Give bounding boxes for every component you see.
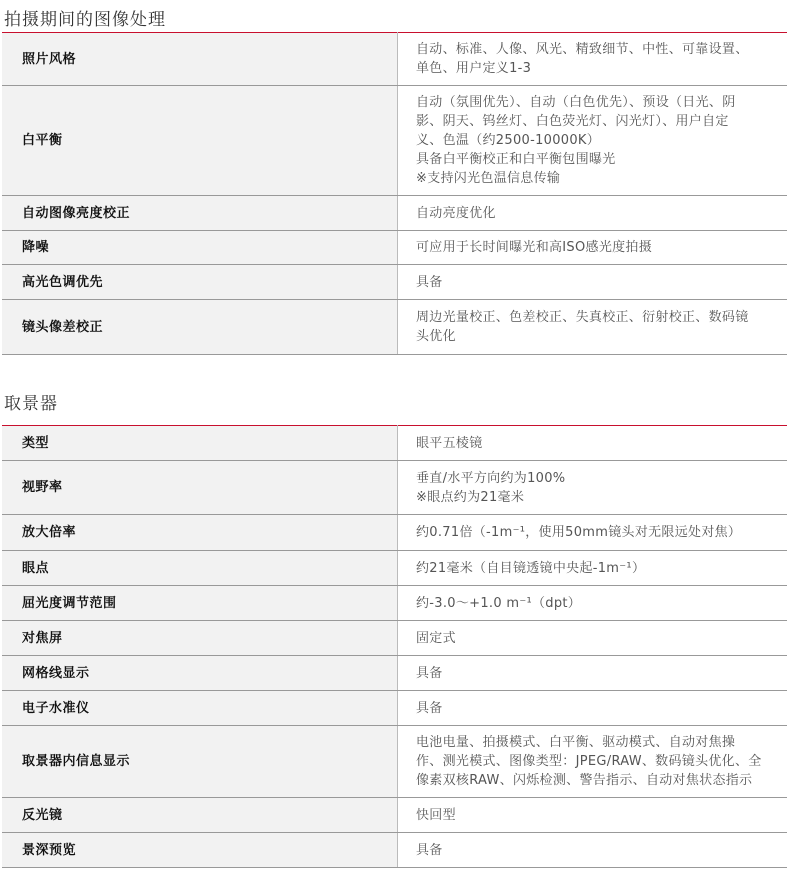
spec-label: 对焦屏	[2, 621, 398, 656]
spec-label: 照片风格	[2, 33, 398, 86]
spec-table	[2, 32, 787, 355]
spec-value	[398, 33, 788, 86]
spec-value-line: 固定式	[416, 630, 456, 646]
spec-value-line: ※支持闪光色温信息传输	[416, 171, 561, 186]
spec-value-line: 周边光量校正、色差校正、失真校正、衍射校正、数码镜	[416, 310, 749, 325]
spec-row	[2, 461, 787, 515]
spec-label: 取景器内信息显示	[2, 726, 398, 798]
spec-row	[2, 515, 787, 551]
spec-value-line: 约21毫米（自目镜透镜中央起-1m⁻¹）	[416, 560, 646, 576]
spec-value-line: 具备	[416, 274, 443, 290]
spec-value-line: 具备	[416, 842, 443, 858]
spec-row	[2, 86, 787, 196]
spec-value	[398, 231, 788, 265]
spec-value-line: 约-3.0～+1.0 m⁻¹（dpt）	[416, 595, 582, 611]
spec-row	[2, 798, 787, 833]
spec-label: 景深预览	[2, 833, 398, 868]
spec-value-line: 自动（氛围优先）、自动（白色优先）、预设（日光、阴	[416, 95, 736, 110]
spec-value-line: 具备	[416, 665, 443, 681]
spec-label: 镜头像差校正	[2, 300, 398, 355]
spec-value	[398, 798, 788, 833]
spec-value	[398, 515, 788, 551]
spec-value	[398, 426, 788, 461]
spec-row	[2, 265, 787, 300]
spec-value-line: 单色、用户定义1-3	[416, 61, 532, 76]
section-title: 拍摄期间的图像处理	[4, 10, 166, 30]
spec-value-line: 具备	[416, 700, 443, 716]
spec-value-line: 约0.71倍（-1m⁻¹，使用50mm镜头对无限远处对焦）	[416, 525, 742, 540]
spec-value-line: 义、色温（约2500-10000K）	[416, 133, 601, 148]
spec-value	[398, 726, 788, 798]
spec-table	[2, 425, 787, 868]
spec-value	[398, 265, 788, 300]
spec-label: 屈光度调节范围	[2, 586, 398, 621]
spec-row	[2, 691, 787, 726]
spec-value-line: 具备白平衡校正和白平衡包围曝光	[416, 152, 616, 167]
spec-value-line: 自动、标准、人像、风光、精致细节、中性、可靠设置、	[416, 42, 749, 57]
spec-row	[2, 586, 787, 621]
spec-value-line: 快回型	[416, 807, 456, 823]
spec-label: 白平衡	[2, 86, 398, 196]
spec-label: 网格线显示	[2, 656, 398, 691]
spec-value-line: 作、测光模式、图像类型：JPEG/RAW、数码镜头优化、全	[416, 754, 762, 769]
spec-row	[2, 426, 787, 461]
spec-value	[398, 621, 788, 656]
spec-value-line: 头优化	[416, 329, 456, 344]
spec-value-line: 眼平五棱镜	[416, 435, 483, 451]
spec-value-line: ※眼点约为21毫米	[416, 489, 525, 505]
spec-value-line: 可应用于长时间曝光和高ISO感光度拍摄	[416, 240, 653, 255]
spec-label: 眼点	[2, 551, 398, 586]
section-viewfinder	[0, 383, 789, 868]
spec-value-line: 垂直/水平方向约为100%	[416, 470, 566, 486]
spec-row	[2, 33, 787, 86]
spec-label: 放大倍率	[2, 515, 398, 551]
spec-value	[398, 833, 788, 868]
spec-row	[2, 726, 787, 798]
section-image-processing	[0, 0, 789, 355]
spec-row	[2, 621, 787, 656]
spec-label: 自动图像亮度校正	[2, 196, 398, 231]
spec-value	[398, 586, 788, 621]
spec-value	[398, 656, 788, 691]
spec-label: 反光镜	[2, 798, 398, 833]
spec-row	[2, 656, 787, 691]
spec-value-line: 像素双核RAW、闪烁检测、警告指示、自动对焦状态指示	[416, 773, 753, 788]
spec-value	[398, 196, 788, 231]
spec-label: 电子水准仪	[2, 691, 398, 726]
spec-value	[398, 691, 788, 726]
spec-value	[398, 300, 788, 355]
spec-row	[2, 300, 787, 355]
spec-value	[398, 551, 788, 586]
spec-value-line: 自动亮度优化	[416, 205, 496, 221]
spec-value-line: 影、阴天、钨丝灯、白色荧光灯、闪光灯）、用户自定	[416, 114, 729, 129]
spec-value	[398, 86, 788, 196]
spec-row	[2, 833, 787, 868]
spec-value-line: 电池电量、拍摄模式、白平衡、驱动模式、自动对焦操	[416, 735, 736, 750]
spec-label: 高光色调优先	[2, 265, 398, 300]
spec-row	[2, 196, 787, 231]
spec-label: 降噪	[2, 231, 398, 265]
section-title: 取景器	[4, 394, 58, 414]
spec-row	[2, 551, 787, 586]
spec-label: 视野率	[2, 461, 398, 515]
spec-label: 类型	[2, 426, 398, 461]
spec-value	[398, 461, 788, 515]
spec-row	[2, 231, 787, 265]
